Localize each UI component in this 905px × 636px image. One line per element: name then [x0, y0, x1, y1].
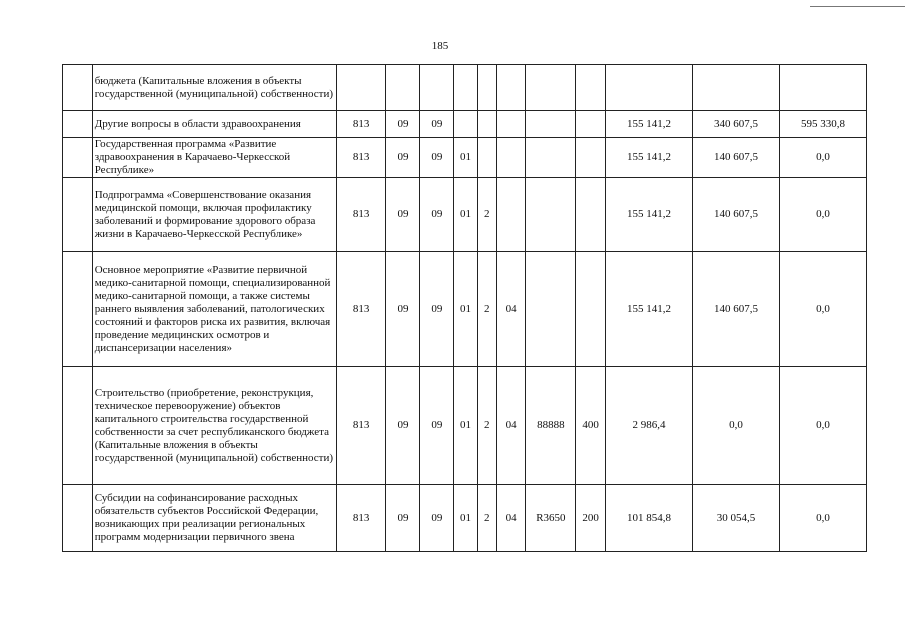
- code-program-cell: 01: [454, 252, 477, 367]
- code-subprogram-cell: [477, 65, 496, 111]
- description-cell: Субсидии на софинансирование расходных обязательств субъектов Российской Федерации, возникающих при реализации региональных программ модернизации первичного звена: [92, 485, 336, 552]
- code-rz-cell: 09: [386, 367, 420, 485]
- code-rz-cell: 09: [386, 485, 420, 552]
- corner-rule: [810, 6, 905, 7]
- amount-year1-cell: [605, 65, 692, 111]
- code-expense-type-cell: [576, 65, 606, 111]
- amount-year3-cell: 0,0: [779, 252, 866, 367]
- description-cell: Основное мероприятие «Развитие первичной медико-санитарной помощи, специализированной медико-санитарной помощи, а также системы раннего выявления заболеваний, патологических состояний и факторов риска их развития, включая проведение медицинских осмотров и диспансеризации населения»: [92, 252, 336, 367]
- budget-table: [62, 64, 867, 552]
- table-row: [63, 485, 867, 552]
- code-subprogram-cell: 2: [477, 367, 496, 485]
- amount-year2-cell: 0,0: [692, 367, 779, 485]
- amount-year1-cell: 155 141,2: [605, 138, 692, 178]
- number-cell: [63, 178, 93, 252]
- amount-year1-cell: 155 141,2: [605, 178, 692, 252]
- code-pr-cell: [420, 65, 454, 111]
- description-cell: Другие вопросы в области здравоохранения: [92, 111, 336, 138]
- number-cell: [63, 252, 93, 367]
- number-cell: [63, 65, 93, 111]
- code-gr-cell: 813: [336, 252, 386, 367]
- code-pr-cell: 09: [420, 485, 454, 552]
- description-cell: Строительство (приобретение, реконструкция, техническое перевооружение) объектов капитального строительства государственной собственности за счет республиканского бюджета (Капитальные вложения в объекты государственной (муниципальной) собственности): [92, 367, 336, 485]
- code-rz-cell: 09: [386, 111, 420, 138]
- code-subprogram-cell: [477, 138, 496, 178]
- amount-year2-cell: 140 607,5: [692, 138, 779, 178]
- amount-year3-cell: 0,0: [779, 367, 866, 485]
- code-pr-cell: 09: [420, 252, 454, 367]
- code-expense-type-cell: 200: [576, 485, 606, 552]
- code-rz-cell: 09: [386, 178, 420, 252]
- code-direction-cell: R3650: [526, 485, 576, 552]
- code-program-cell: 01: [454, 178, 477, 252]
- table-row: [63, 178, 867, 252]
- amount-year3-cell: 595 330,8: [779, 111, 866, 138]
- code-gr-cell: 813: [336, 138, 386, 178]
- number-cell: [63, 138, 93, 178]
- amount-year2-cell: 140 607,5: [692, 178, 779, 252]
- table-row: [63, 138, 867, 178]
- code-program-cell: 01: [454, 138, 477, 178]
- amount-year3-cell: 0,0: [779, 178, 866, 252]
- code-pr-cell: 09: [420, 111, 454, 138]
- amount-year2-cell: 30 054,5: [692, 485, 779, 552]
- code-activity-cell: 04: [496, 367, 526, 485]
- code-rz-cell: [386, 65, 420, 111]
- code-gr-cell: 813: [336, 485, 386, 552]
- number-cell: [63, 111, 93, 138]
- code-gr-cell: [336, 65, 386, 111]
- code-gr-cell: 813: [336, 178, 386, 252]
- description-cell: Государственная программа «Развитие здравоохранения в Карачаево-Черкесской Республике»: [92, 138, 336, 178]
- code-expense-type-cell: [576, 252, 606, 367]
- code-activity-cell: 04: [496, 485, 526, 552]
- amount-year1-cell: 155 141,2: [605, 252, 692, 367]
- code-subprogram-cell: 2: [477, 252, 496, 367]
- code-program-cell: [454, 65, 477, 111]
- code-program-cell: 01: [454, 485, 477, 552]
- amount-year2-cell: [692, 65, 779, 111]
- amount-year2-cell: 340 607,5: [692, 111, 779, 138]
- code-pr-cell: 09: [420, 178, 454, 252]
- code-pr-cell: 09: [420, 367, 454, 485]
- code-rz-cell: 09: [386, 138, 420, 178]
- code-expense-type-cell: [576, 138, 606, 178]
- code-direction-cell: [526, 178, 576, 252]
- code-subprogram-cell: [477, 111, 496, 138]
- amount-year3-cell: [779, 65, 866, 111]
- code-expense-type-cell: [576, 111, 606, 138]
- code-direction-cell: 88888: [526, 367, 576, 485]
- code-direction-cell: [526, 65, 576, 111]
- code-activity-cell: [496, 178, 526, 252]
- table-row: [63, 65, 867, 111]
- code-expense-type-cell: [576, 178, 606, 252]
- amount-year2-cell: 140 607,5: [692, 252, 779, 367]
- page-number: 185: [431, 40, 449, 52]
- code-direction-cell: [526, 111, 576, 138]
- table-row: [63, 252, 867, 367]
- code-expense-type-cell: 400: [576, 367, 606, 485]
- table-row: [63, 367, 867, 485]
- code-direction-cell: [526, 252, 576, 367]
- description-cell: Подпрограмма «Совершенствование оказания медицинской помощи, включая профилактику заболеваний и формирование здорового образа жизни в Карачаево-Черкесской Республике»: [92, 178, 336, 252]
- table-row: [63, 111, 867, 138]
- code-activity-cell: [496, 65, 526, 111]
- code-activity-cell: [496, 111, 526, 138]
- amount-year1-cell: 2 986,4: [605, 367, 692, 485]
- code-pr-cell: 09: [420, 138, 454, 178]
- number-cell: [63, 485, 93, 552]
- code-activity-cell: 04: [496, 252, 526, 367]
- number-cell: [63, 367, 93, 485]
- code-subprogram-cell: 2: [477, 485, 496, 552]
- amount-year1-cell: 155 141,2: [605, 111, 692, 138]
- code-rz-cell: 09: [386, 252, 420, 367]
- amount-year3-cell: 0,0: [779, 138, 866, 178]
- code-activity-cell: [496, 138, 526, 178]
- amount-year1-cell: 101 854,8: [605, 485, 692, 552]
- code-direction-cell: [526, 138, 576, 178]
- code-gr-cell: 813: [336, 111, 386, 138]
- amount-year3-cell: 0,0: [779, 485, 866, 552]
- code-gr-cell: 813: [336, 367, 386, 485]
- code-program-cell: [454, 111, 477, 138]
- code-program-cell: 01: [454, 367, 477, 485]
- description-cell: бюджета (Капитальные вложения в объекты государственной (муниципальной) собственности): [92, 65, 336, 111]
- code-subprogram-cell: 2: [477, 178, 496, 252]
